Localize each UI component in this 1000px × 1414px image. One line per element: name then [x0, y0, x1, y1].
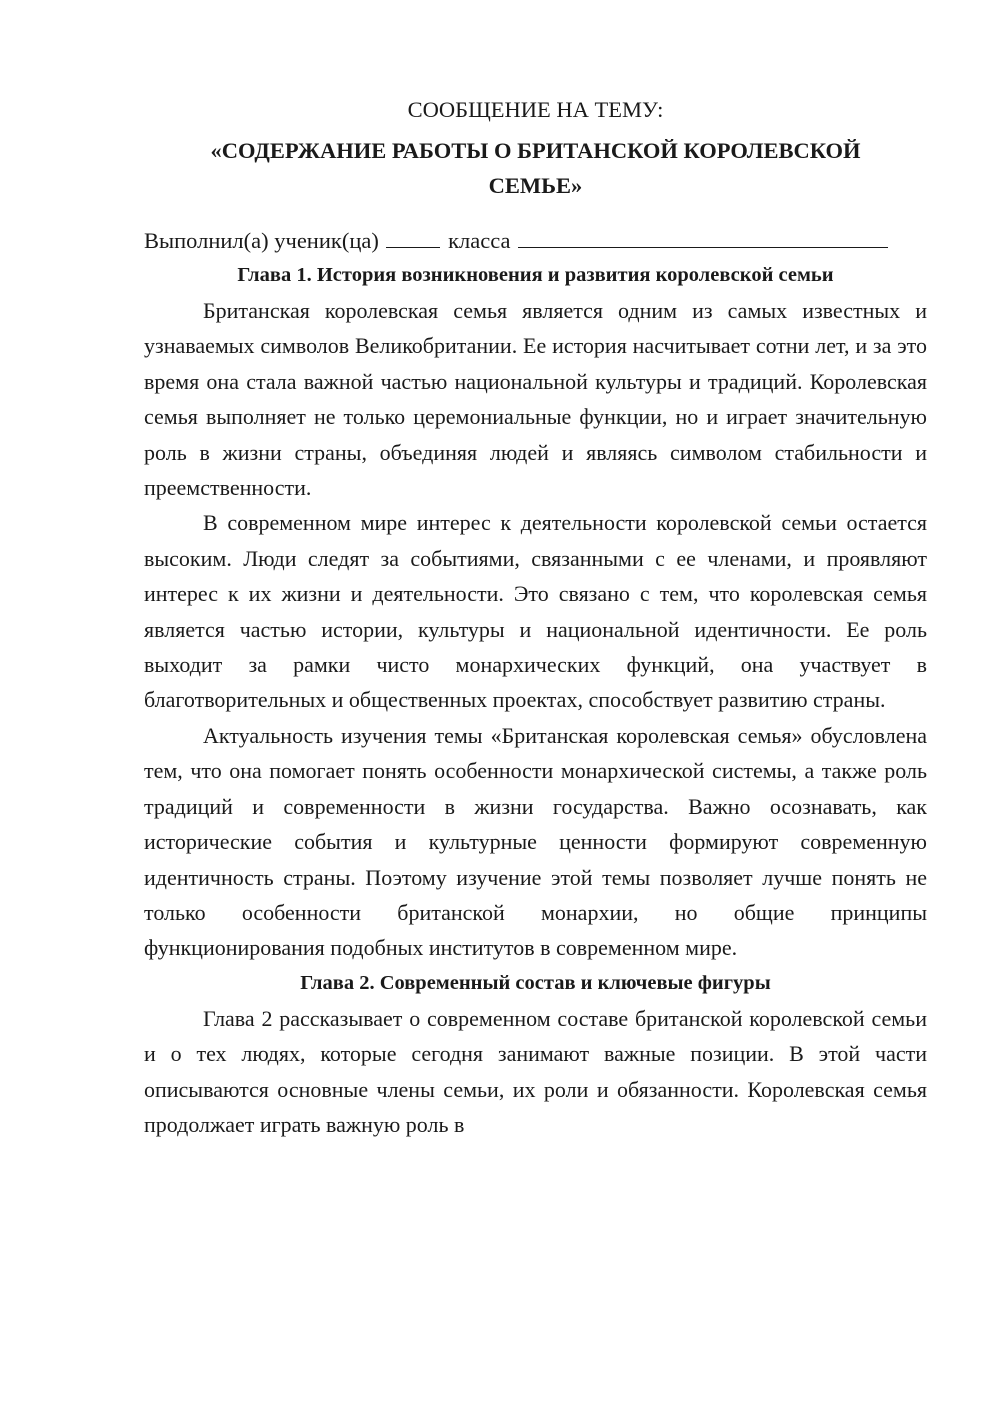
document-page — [144, 92, 927, 1142]
class-number-blank — [386, 225, 440, 248]
author-prefix: Выполнил(а) ученик(ца) — [144, 228, 379, 253]
author-line — [144, 223, 927, 258]
chapter-1-paragraph-1: Британская королевская семья является одним из самых известных и узнаваемых символов Великобритании. Ее история насчитывает сотни лет, и за это время она стала важной частью национальной культуры и традиций. Королевская семья выполняет не только церемониальные функции, но и играет значительную роль в жизни страны, объединяя людей и являясь символом стабильности и преемственности. — [144, 298, 927, 501]
chapter-2-heading: Глава 2. Современный состав и ключевые фигуры — [300, 971, 771, 994]
document-title-line-2: «СОДЕРЖАНИЕ РАБОТЫ О БРИТАНСКОЙ КОРОЛЕВСКОЙ СЕМЬЕ» — [210, 138, 861, 198]
student-name-blank — [518, 225, 888, 248]
author-class-word: класса — [448, 228, 511, 253]
chapter-2-paragraph-1: Глава 2 рассказывает о современном составе британской королевской семьи и о тех людях, которые сегодня занимают важные позиции. В этой части описываются основные члены семьи, их роли и обязанности. Королевская семья продолжает играть важную роль в — [144, 1005, 927, 1137]
document-title-line-1: СООБЩЕНИЕ НА ТЕМУ: — [407, 97, 664, 122]
chapter-1-paragraph-3: Актуальность изучения темы «Британская королевская семья» обусловлена тем, что она помогает понять особенности монархической системы, а также роль традиций и современности в жизни государства. Важно осознавать, как исторические события и культурные ценности формируют современную идентичность страны. Поэтому изучение этой темы позволяет лучше понять не только особенности британской монархии, но общие принципы функционирования подобных институтов в современном мире. — [144, 722, 927, 961]
chapter-1-paragraph-2: В современном мире интерес к деятельности королевской семьи остается высоким. Люди следят за событиями, связанными с ее членами, и проявляют интерес к их жизни и деятельности. Это связано с тем, что королевская семья является частью истории, культуры и национальной идентичности. Ее роль выходит за рамки чисто монархических функций, она участвует в благотворительных и общественных проектах, способствует развитию страны. — [144, 510, 927, 713]
chapter-1-heading: Глава 1. История возникновения и развития королевской семьи — [237, 264, 834, 286]
